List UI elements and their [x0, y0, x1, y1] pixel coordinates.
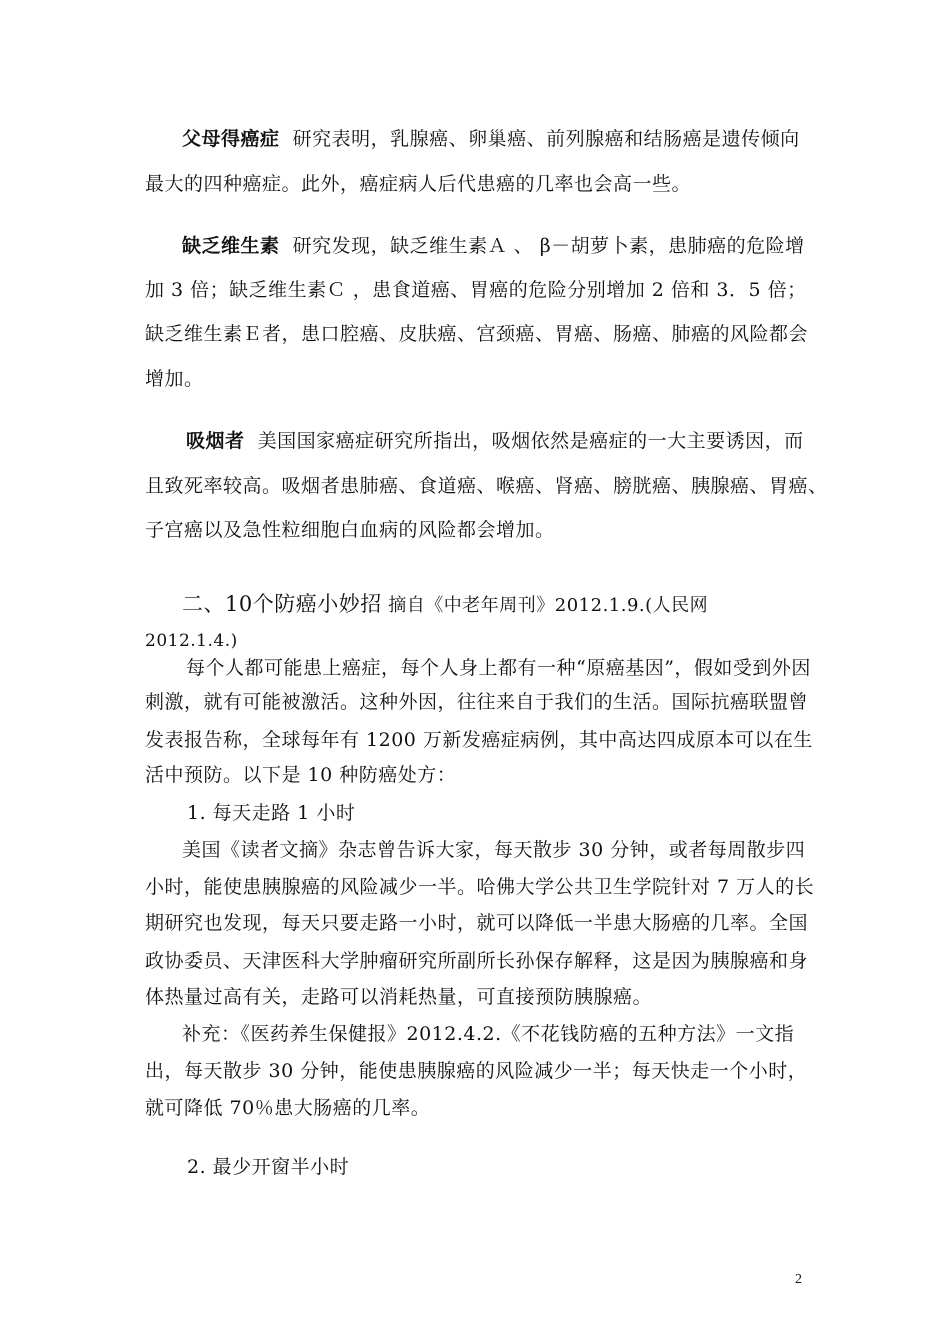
- heading-smoker: 吸烟者: [186, 430, 245, 452]
- text-line: 加 3 倍；缺乏维生素Ｃ ，患食道癌、胃癌的危险分别增加 2 倍和 3．5 倍；: [145, 279, 807, 301]
- section-two-source-date: 2012.1.4.): [145, 631, 238, 651]
- text-line: 美国《读者文摘》杂志曾告诉大家，每天散步 30 分钟，或者每周散步四: [182, 839, 806, 861]
- heading-parents: 父母得癌症: [182, 128, 280, 150]
- text-line: 发表报告称，全球每年有 1200 万新发癌症病例，其中高达四成原本可以在生: [145, 729, 813, 751]
- text-line: 美国国家癌症研究所指出，吸烟依然是癌症的一大主要诱因，而: [257, 430, 804, 452]
- text-line: 刺激，就有可能被激活。这种外因，往往来自于我们的生活。国际抗癌联盟曾: [145, 691, 809, 713]
- heading-vitamin: 缺乏维生素: [182, 235, 280, 257]
- text-line: 政协委员、天津医科大学肿瘤研究所副所长孙保存解释，这是因为胰腺癌和身: [145, 950, 809, 972]
- text-line: 期研究也发现，每天只要走路一小时，就可以降低一半患大肠癌的几率。全国: [145, 912, 809, 934]
- text-line: 研究发现，缺乏维生素Ａ 、 β－胡萝卜素，患肺癌的危险增: [292, 235, 805, 257]
- text-line: 增加。: [145, 368, 204, 390]
- text-line: 每个人都可能患上癌症，每个人身上都有一种“原癌基因”，假如受到外因: [186, 657, 811, 679]
- paragraph-vitamin: [182, 234, 805, 258]
- text-line: 最大的四种癌症。此外，癌症病人后代患癌的几率也会高一些。: [145, 173, 692, 195]
- section-two-heading-line: [182, 592, 708, 618]
- text-line: 小时，能使患胰腺癌的风险减少一半。哈佛大学公共卫生学院针对 7 万人的长: [145, 876, 815, 898]
- text-line: 体热量过高有关，走路可以消耗热量，可直接预防胰腺癌。: [145, 986, 653, 1008]
- tip2-title: 2. 最少开窗半小时: [187, 1156, 350, 1178]
- text-line: 补充：《医药养生保健报》2012.4.2.《不花钱防癌的五种方法》一文指: [182, 1023, 795, 1045]
- section-two-title: 二、10个防癌小妙招: [182, 592, 382, 616]
- page-number: 2: [795, 1272, 802, 1287]
- text-line: 缺乏维生素Ｅ者，患口腔癌、皮肤癌、宫颈癌、胃癌、肠癌、肺癌的风险都会: [145, 323, 809, 345]
- paragraph-parents: [182, 127, 800, 151]
- text-line: 且致死率较高。吸烟者患肺癌、食道癌、喉癌、肾癌、膀胱癌、胰腺癌、胃癌、: [145, 475, 828, 497]
- tip1-title: 1. 每天走路 1 小时: [187, 802, 356, 824]
- text-line: 活中预防。以下是 10 种防癌处方：: [145, 764, 457, 786]
- text-line: 出，每天散步 30 分钟，能使患胰腺癌的风险减少一半；每天快走一个小时，: [145, 1060, 808, 1082]
- section-two-source: 摘自《中老年周刊》2012.1.9.(人民网: [388, 595, 709, 616]
- text-line: 研究表明，乳腺癌、卵巢癌、前列腺癌和结肠癌是遗传倾向: [292, 128, 800, 150]
- text-line: 子宫癌以及急性粒细胞白血病的风险都会增加。: [145, 519, 555, 541]
- text-line: 就可降低 70％患大肠癌的几率。: [145, 1097, 431, 1119]
- paragraph-smoker: [186, 429, 804, 453]
